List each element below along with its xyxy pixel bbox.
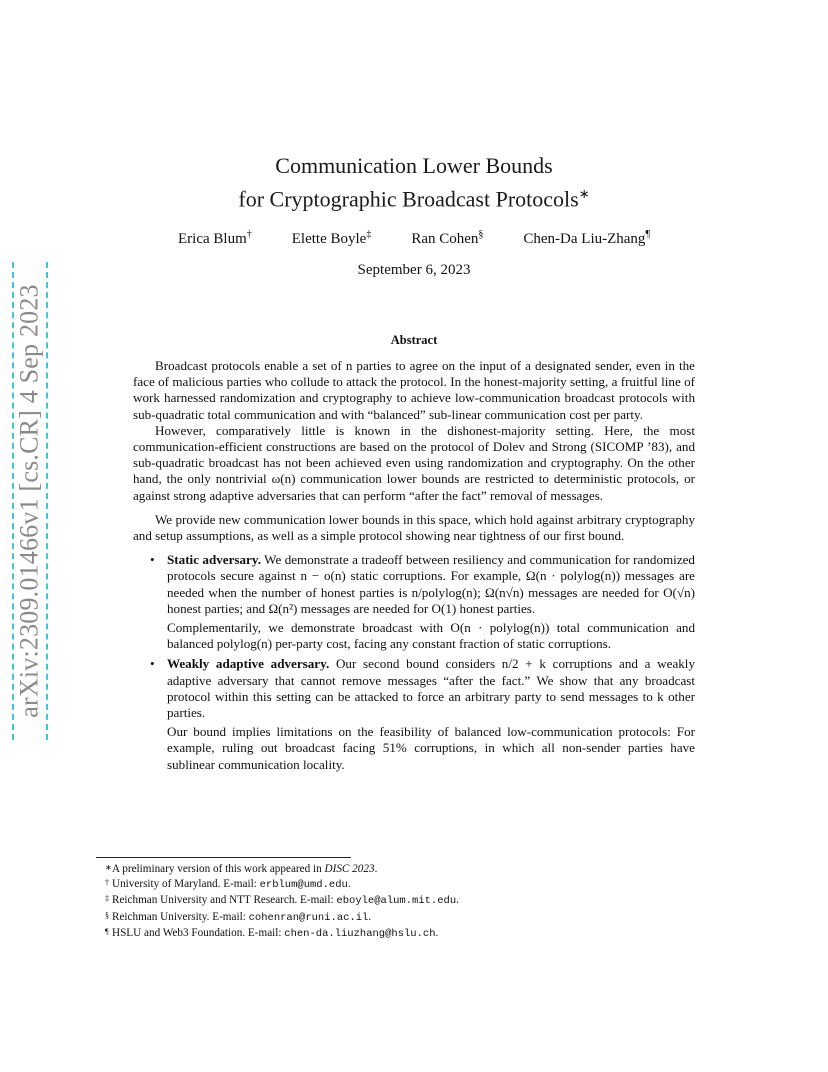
footnote: ¶ HSLU and Web3 Foundation. E-mail: chen-da.liuzhang@hslu.ch. — [105, 926, 439, 940]
author: Chen-Da Liu-Zhang¶ — [523, 229, 650, 247]
author-list — [0, 229, 828, 248]
paper-title — [0, 152, 828, 213]
list-item — [150, 656, 695, 772]
contribution-list — [133, 552, 695, 773]
item-text: Our second bound considers n/2 + k corruptions and a weakly adaptive adversary that cannot remove messages “after the fact.” We show that any broadcast protocol within this setting can be attacked to force an arbitrary party to send messages to k other parties. — [167, 656, 695, 721]
email-link[interactable]: erblum@umd.edu — [259, 879, 348, 892]
author: Erica Blum† — [178, 229, 252, 247]
author: Ran Cohen§ — [411, 229, 484, 247]
title-line-2: for Cryptographic Broadcast Protocols∗ — [238, 186, 590, 212]
abstract-paragraph: Broadcast protocols enable a set of n parties to agree on the input of a designated sender, even in the face of malicious parties who collude to attack the protocol. In the honest-majority setting, a fruitful line of work harnessed randomization and cryptography to achieve low-communication broadcast protocols with sub-quadratic total communication and with “balanced” sub-linear communication cost per party. — [133, 358, 695, 422]
footnote: § Reichman University. E-mail: cohenran@runi.ac.il. — [105, 910, 372, 924]
item-label: Weakly adaptive adversary. — [167, 656, 330, 672]
item-label: Static adversary. — [167, 552, 261, 568]
item-text-continued: Our bound implies limitations on the feasibility of balanced low-communication protocols: For example, ruling out broadcast facing 51% corruptions, in which all non-sender parties have sublinear communication locality. — [167, 724, 695, 772]
item-text-continued: Complementarily, we demonstrate broadcast with O(n · polylog(n)) total communication and balanced polylog(n) per-party cost, facing any constant fraction of static corruptions. — [167, 620, 695, 652]
footnote: † University of Maryland. E-mail: erblum@umd.edu. — [105, 878, 351, 892]
item-text: We demonstrate a tradeoff between resiliency and communication for randomized protocols secure against n − o(n) static corruptions. For example, Ω(n · polylog(n)) messages are needed when the number of honest parties is n/polylog(n); Ω(n√n) messages are needed for O(√n) honest parties; and Ω(n²) messages are needed for O(1) honest parties. — [167, 552, 695, 616]
publication-date: September 6, 2023 — [357, 262, 471, 278]
list-item — [150, 552, 695, 652]
bullet-icon: • — [150, 552, 155, 568]
bullet-icon: • — [150, 656, 155, 672]
author: Elette Boyle‡ — [291, 229, 372, 247]
abstract-heading: Abstract — [390, 333, 438, 347]
arxiv-identifier: arXiv:2309.01466v1 [cs.CR] 4 Sep 2023 — [15, 284, 45, 718]
footnote-divider — [96, 857, 351, 858]
email-link[interactable]: eboyle@alum.mit.edu — [336, 895, 457, 908]
abstract-body — [133, 358, 695, 777]
title-line-1: Communication Lower Bounds — [275, 153, 553, 178]
footnote: ∗ A preliminary version of this work appeared in DISC 2023. — [105, 863, 378, 875]
title-footnote-mark: ∗ — [578, 186, 590, 201]
footnote: ‡ Reichman University and NTT Research. E-mail: eboyle@alum.mit.edu. — [105, 894, 459, 908]
abstract-paragraph: We provide new communication lower bounds in this space, which hold against arbitrary cryptography and setup assumptions, as well as a simple protocol showing near tightness of our first bound. — [133, 511, 695, 544]
email-link[interactable]: chen-da.liuzhang@hslu.ch — [284, 927, 436, 940]
email-link[interactable]: cohenran@runi.ac.il — [248, 911, 369, 924]
footnotes — [105, 862, 732, 942]
abstract-paragraph: However, comparatively little is known in the dishonest-majority setting. Here, the most communication-efficient constructions are based on the protocol of Dolev and Strong (SICOMP ’83), and sub-quadratic broadcast has not been achieved even using randomization and cryptography. On the other hand, the only nontrivial ω(n) communication lower bounds are restricted to deterministic protocols, or against strong adaptive adversaries that can perform “after the fact” removal of messages. — [133, 422, 695, 503]
